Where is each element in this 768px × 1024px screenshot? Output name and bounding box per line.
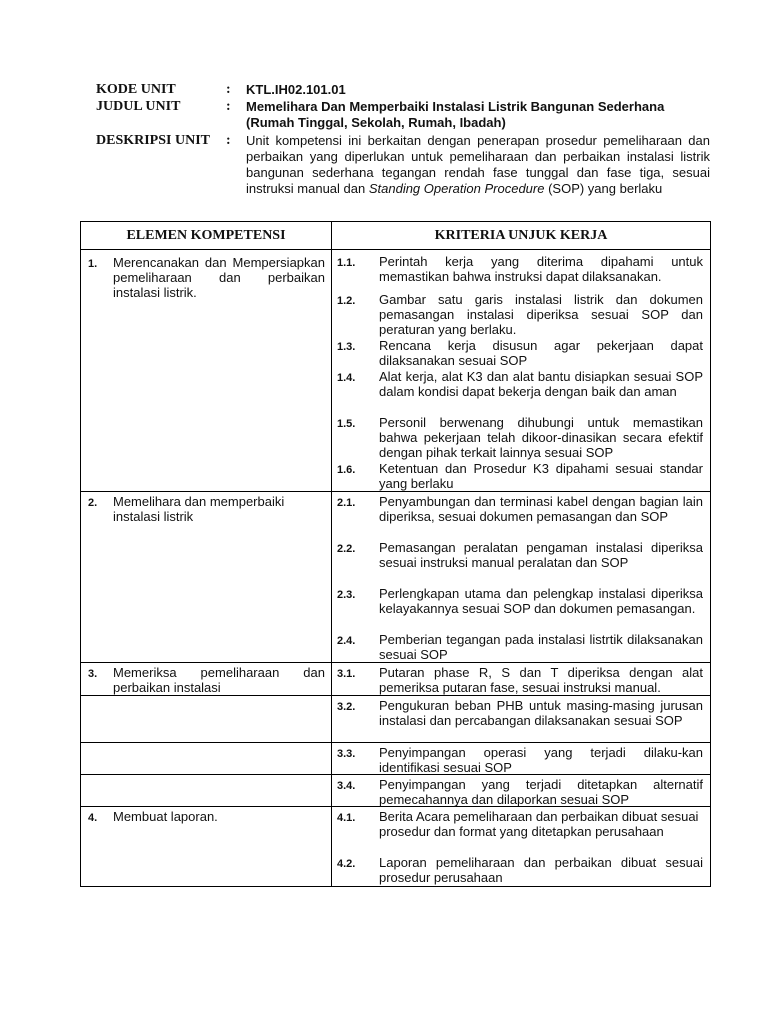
criteria-number: 3.2. (337, 701, 356, 713)
criteria-text: Pengukuran beban PHB untuk masing-masing jurusan instalasi dan percabangan dilaksanakan sesuai SOP (379, 698, 703, 728)
element-cell (81, 807, 332, 887)
table-row (81, 807, 711, 887)
empty-element-cell (81, 775, 332, 807)
element-number: 4. (88, 812, 98, 824)
criteria-number: 1.1. (337, 257, 356, 269)
judul-unit-row (96, 99, 710, 133)
criteria-number: 4.2. (337, 858, 356, 870)
criteria-cell (332, 492, 711, 663)
kode-unit-row (96, 82, 710, 99)
table-row (81, 743, 711, 775)
elemen-kompetensi-header: ELEMEN KOMPETENSI (81, 222, 332, 250)
criteria-text: Personil berwenang dihubungi untuk memastikan bahwa pekerjaan telah dikoor-dinasikan secara efektif dengan pihak terkait lainnya sesuai SOP (379, 415, 703, 460)
criteria-cell (332, 696, 711, 743)
criteria-cell (332, 250, 711, 492)
criteria-text: Berita Acara pemeliharaan dan perbaikan dibuat sesuai prosedur dan format yang ditetapkan perusahaan (379, 809, 699, 839)
deskripsi-unit-label: DESKRIPSI UNIT (96, 133, 210, 148)
element-text: Memelihara dan memperbaiki instalasi listrik (113, 494, 285, 524)
table-row (81, 775, 711, 807)
element-cell (81, 250, 332, 492)
criteria-text: Perintah kerja yang diterima dipahami untuk memastikan bahwa instruksi dapat dilaksanakan. (379, 254, 703, 284)
criteria-number: 3.3. (337, 748, 356, 760)
kode-unit-label: KODE UNIT (96, 82, 176, 97)
competency-table (80, 221, 711, 887)
element-text: Membuat laporan. (113, 809, 218, 824)
empty-element-cell (81, 696, 332, 743)
element-text: Merencanakan dan Mempersiapkan pemeliharaan dan perbaikan instalasi listrik. (113, 255, 325, 300)
table-header-row (81, 222, 711, 250)
table-row (81, 492, 711, 663)
criteria-number: 2.3. (337, 589, 356, 601)
criteria-text: Pemberian tegangan pada instalasi listrtik dilaksanakan sesuai SOP (379, 632, 703, 662)
criteria-number: 1.3. (337, 341, 356, 353)
criteria-cell (332, 775, 711, 807)
criteria-number: 1.2. (337, 295, 356, 307)
criteria-text: Laporan pemeliharaan dan perbaikan dibuat sesuai prosedur perusahaan (379, 855, 703, 885)
criteria-text: Penyambungan dan terminasi kabel dengan bagian lain diperiksa, sesuai dokumen pemasangan dan SOP (379, 494, 703, 524)
element-number: 1. (88, 258, 98, 270)
element-number: 3. (88, 668, 98, 680)
judul-unit-label: JUDUL UNIT (96, 99, 181, 114)
criteria-cell (332, 807, 711, 887)
colon: : (226, 99, 231, 114)
deskripsi-text: Unit kompetensi ini berkaitan dengan penerapan prosedur pemeliharaan dan perbaikan yang diperlukan untuk pemeliharaan dan perbaikan instalasi listrik bangunan sederhana tegangan rendah fase tunggal dan fase tiga, sesuai instruksi manual dan (246, 133, 710, 196)
deskripsi-unit-value (246, 133, 710, 197)
criteria-cell (332, 743, 711, 775)
criteria-number: 1.5. (337, 418, 356, 430)
unit-header (96, 82, 710, 197)
criteria-number: 2.2. (337, 543, 356, 555)
criteria-number: 2.4. (337, 635, 356, 647)
criteria-number: 3.1. (337, 668, 356, 680)
criteria-cell (332, 663, 711, 696)
criteria-number: 3.4. (337, 780, 356, 792)
deskripsi-italic-term: Standing Operation Procedure (368, 181, 545, 196)
criteria-number: 1.6. (337, 464, 356, 476)
criteria-number: 4.1. (337, 812, 356, 824)
criteria-text: Perlengkapan utama dan pelengkap instalasi diperiksa kelayakannya sesuai SOP dan dokumen pemasangan. (379, 586, 703, 616)
kriteria-unjuk-kerja-header: KRITERIA UNJUK KERJA (332, 222, 711, 250)
table-row (81, 696, 711, 743)
deskripsi-text-end: (SOP) yang berlaku (544, 181, 663, 196)
table-row (81, 250, 711, 492)
criteria-text: Ketentuan dan Prosedur K3 dipahami sesuai standar yang berlaku (379, 461, 703, 491)
element-cell (81, 492, 332, 663)
element-number: 2. (88, 497, 98, 509)
criteria-number: 1.4. (337, 372, 356, 384)
empty-element-cell (81, 743, 332, 775)
element-cell (81, 663, 332, 696)
kode-unit-value: KTL.IH02.101.01 (246, 82, 346, 97)
criteria-text: Pemasangan peralatan pengaman instalasi diperiksa sesuai instruksi manual peralatan dan SOP (379, 540, 703, 570)
criteria-text: Gambar satu garis instalasi listrik dan dokumen pemasangan instalasi diperiksa sesuai SOP dan peraturan yang berlaku. (379, 292, 703, 337)
criteria-text: Putaran phase R, S dan T diperiksa dengan alat pemeriksa putaran fase, sesuai instruksi manual. (379, 665, 703, 695)
criteria-text: Penyimpangan operasi yang terjadi dilaku-kan identifikasi sesuai SOP (379, 745, 703, 775)
criteria-number: 2.1. (337, 497, 356, 509)
colon: : (226, 82, 231, 97)
colon: : (226, 133, 231, 148)
element-text: Memeriksa pemeliharaan dan perbaikan instalasi (113, 665, 325, 695)
deskripsi-unit-row (96, 133, 710, 197)
criteria-text: Alat kerja, alat K3 dan alat bantu disiapkan sesuai SOP dalam kondisi dapat bekerja dengan baik dan aman (379, 369, 703, 399)
criteria-text: Penyimpangan yang terjadi ditetapkan alternatif pemecahannya dan dilaporkan sesuai SOP (379, 777, 703, 807)
table-row (81, 663, 711, 696)
criteria-text: Rencana kerja disusun agar pekerjaan dapat dilaksanakan sesuai SOP (379, 338, 703, 368)
judul-unit-value: Memelihara Dan Memperbaiki Instalasi Listrik Bangunan Sederhana (Rumah Tinggal, Sekolah, Rumah, Ibadah) (246, 99, 665, 130)
